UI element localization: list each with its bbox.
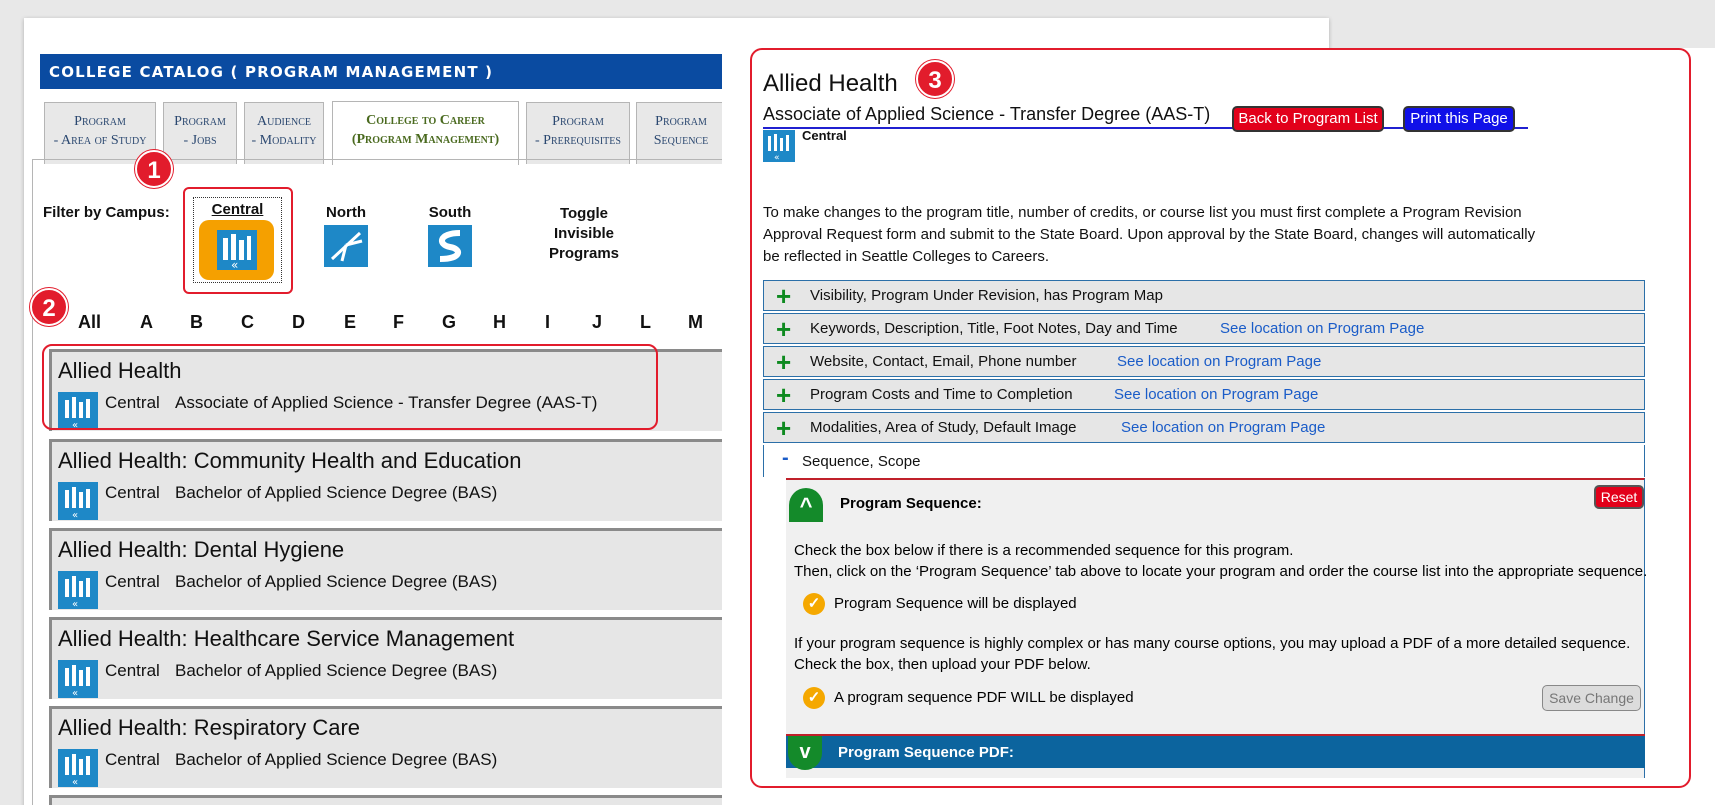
expand-icon: + (776, 347, 792, 377)
svg-text:«: « (72, 599, 79, 609)
section-sequence-scope[interactable] (763, 445, 1645, 477)
sequence-panel (786, 478, 1648, 778)
svg-text:«: « (774, 153, 780, 162)
tab-label: Program (655, 114, 707, 129)
program-title: Allied Health: Dental Hygiene (58, 537, 345, 562)
alpha-b[interactable]: B (190, 312, 203, 332)
program-item[interactable] (49, 795, 749, 805)
tab-label: Program (552, 114, 604, 129)
program-title: Allied Health: Healthcare Service Management (58, 626, 515, 651)
program-title: Allied Health (763, 70, 898, 97)
filter-label: Filter by Campus: (43, 204, 170, 221)
program-degree: Bachelor of Applied Science Degree (BAS) (175, 750, 498, 769)
central-campus-icon (58, 749, 98, 787)
svg-text:«: « (72, 420, 79, 430)
alpha-h[interactable]: H (493, 312, 506, 332)
chevron-down-icon[interactable]: v (788, 736, 822, 770)
central-campus-icon (199, 220, 274, 280)
sequence-title: Program Sequence: (840, 495, 982, 512)
alpha-e[interactable]: E (344, 312, 357, 332)
pdf-instructions: If your program sequence is highly complex or has many course options, you may upload a PDF of a more detailed sequence. (794, 635, 1631, 652)
alpha-j[interactable]: J (592, 312, 603, 332)
program-degree: Bachelor of Applied Science Degree (BAS) (175, 572, 498, 591)
annotation-badge: 2 (30, 288, 68, 326)
alpha-m[interactable]: M (688, 312, 703, 332)
program-campus: Central (105, 393, 160, 412)
section-website[interactable] (763, 346, 1645, 377)
sequence-instructions: Check the box below if there is a recommended sequence for this program. (794, 542, 1294, 559)
svg-text:«: « (72, 510, 79, 520)
section-label: Visibility, Program Under Revision, has Program Map (810, 287, 1163, 304)
save-change-button[interactable]: Save Change (1542, 685, 1641, 711)
program-degree: Associate of Applied Science - Transfer Degree (AAS-T) (763, 104, 1211, 124)
svg-text:«: « (72, 777, 79, 787)
tab-label: College to Career (366, 113, 485, 128)
annotation-badge: 3 (916, 60, 954, 98)
tab-label: - Modality (251, 133, 317, 148)
section-label: Keywords, Description, Title, Foot Notes, Day and Time (810, 320, 1178, 337)
see-location-link[interactable]: See location on Program Page (1220, 320, 1425, 337)
alpha-i[interactable]: I (545, 312, 551, 332)
see-location-link[interactable]: See location on Program Page (1121, 419, 1326, 436)
campus-north[interactable] (304, 204, 388, 267)
program-degree: Associate of Applied Science - Transfer Degree (AAS-T) (175, 393, 598, 412)
pdf-section-title: Program Sequence PDF: (838, 744, 1014, 761)
section-label: Website, Contact, Email, Phone number (810, 353, 1077, 370)
program-campus: Central (105, 661, 160, 680)
alpha-f[interactable]: F (393, 312, 404, 332)
alpha-l[interactable]: L (640, 312, 651, 332)
collapse-icon: - (782, 447, 789, 469)
section-label: Modalities, Area of Study, Default Image (810, 419, 1077, 436)
campus-south-label: South (428, 204, 472, 221)
annotation-badge: 1 (135, 150, 173, 188)
section-keywords[interactable] (763, 313, 1645, 344)
central-campus-icon (58, 571, 98, 609)
expand-icon: + (776, 281, 792, 311)
alpha-d[interactable]: D (292, 312, 305, 332)
tab-label: (Program Management) (351, 132, 500, 147)
tab-label: - Area of Study (53, 133, 147, 148)
expand-icon: + (776, 314, 792, 344)
program-title: Allied Health (58, 358, 182, 383)
campus-central-label: Central (211, 201, 264, 218)
campus-label: Central (802, 128, 847, 143)
expand-icon: + (776, 380, 792, 410)
tab-label: - Prerequisites (535, 133, 621, 148)
south-campus-icon (428, 225, 472, 267)
tab-label: Audience (257, 114, 311, 129)
program-campus: Central (105, 483, 160, 502)
section-label: Sequence, Scope (802, 453, 921, 470)
pdf-checkbox-label: A program sequence PDF WILL be displayed (834, 689, 1134, 706)
campus-south[interactable] (408, 204, 492, 267)
alpha-a[interactable]: A (140, 312, 153, 332)
see-location-link[interactable]: See location on Program Page (1114, 386, 1319, 403)
intro-text: To make changes to the program title, number of credits, or course list you must first complete a Program Revision Approval Request form and submit to the State Board. Upon approval by the State Board, changes will automatically be reflected in Seattle Colleges to Careers. (763, 204, 1536, 265)
program-campus: Central (105, 750, 160, 769)
print-page-button[interactable]: Print this Page (1403, 106, 1515, 132)
tab-program-sequence[interactable] (636, 102, 726, 164)
tab-label: Program (174, 114, 226, 129)
program-detail-panel (722, 48, 1715, 805)
tab-label: Sequence (653, 133, 709, 148)
expand-icon: + (776, 413, 792, 443)
central-campus-icon (58, 482, 98, 520)
tab-college-to-career[interactable] (332, 101, 519, 165)
program-item[interactable] (49, 706, 749, 788)
alpha-c[interactable]: C (241, 312, 254, 332)
program-item[interactable] (49, 617, 749, 699)
campus-north-label: North (326, 204, 366, 221)
central-campus-icon (763, 130, 795, 162)
section-visibility[interactable] (763, 280, 1645, 311)
svg-text:«: « (72, 688, 79, 698)
tab-label: - Jobs (183, 133, 217, 148)
chevron-up-icon[interactable]: ^ (789, 488, 823, 522)
program-title: Allied Health: Respiratory Care (58, 715, 361, 740)
program-item[interactable] (49, 439, 749, 521)
program-item[interactable] (49, 528, 749, 610)
sequence-pdf-section[interactable] (786, 734, 1645, 768)
north-campus-icon (324, 225, 368, 267)
program-title: Allied Health: Community Health and Education (58, 448, 522, 473)
tab-program-prerequisites[interactable] (526, 102, 630, 164)
catalog-title: COLLEGE CATALOG ( PROGRAM MANAGEMENT ) (40, 54, 750, 89)
sequence-checkbox[interactable]: ✓ (803, 593, 825, 615)
campus-central[interactable] (193, 197, 282, 283)
see-location-link[interactable]: See location on Program Page (1117, 353, 1322, 370)
pdf-instructions: Check the box, then upload your PDF below. (794, 656, 1091, 673)
alpha-all[interactable]: All (78, 312, 102, 332)
sequence-instructions: Then, click on the ‘Program Sequence’ tab above to locate your program and order the course list into the appropriate sequence. (794, 563, 1648, 580)
program-highlight (42, 344, 658, 430)
program-degree: Bachelor of Applied Science Degree (BAS) (175, 483, 498, 502)
toggle-invisible-programs[interactable]: Toggle Invisible Programs (548, 205, 620, 262)
tab-program-jobs[interactable] (163, 102, 237, 164)
reset-button[interactable]: Reset (1594, 485, 1644, 509)
back-to-list-button[interactable]: Back to Program List (1232, 106, 1384, 132)
program-campus: Central (105, 572, 160, 591)
program-degree: Bachelor of Applied Science Degree (BAS) (175, 661, 498, 680)
section-label: Program Costs and Time to Completion (810, 386, 1073, 403)
central-campus-icon (58, 660, 98, 698)
svg-text:«: « (231, 258, 239, 272)
pdf-checkbox[interactable]: ✓ (803, 687, 825, 709)
central-highlight (183, 187, 293, 294)
tab-program-area-of-study[interactable] (44, 102, 156, 164)
tab-label: Program (74, 114, 126, 129)
section-costs[interactable] (763, 379, 1645, 410)
sequence-checkbox-label: Program Sequence will be displayed (834, 595, 1077, 612)
tab-audience-modality[interactable] (244, 102, 324, 164)
section-modalities[interactable] (763, 412, 1645, 443)
alpha-g[interactable]: G (442, 312, 457, 332)
